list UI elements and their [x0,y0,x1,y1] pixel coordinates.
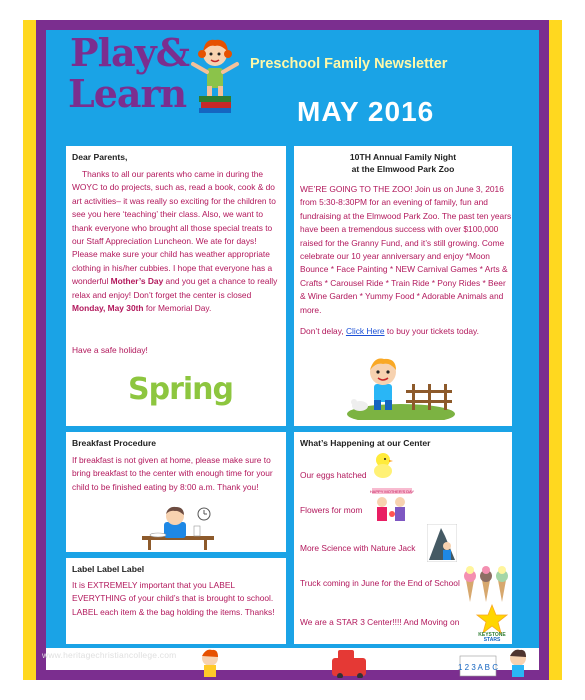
happening-item-4: Truck coming in June for the End of School [300,578,460,588]
mothers-day-illustration [368,488,416,526]
family-night-cta [300,325,479,338]
happening-item-3: More Science with Nature Jack [300,543,416,553]
badge-top-text: KEYSTONE [478,632,506,638]
dear-parents-text-3: for Memorial Day. [143,303,212,314]
watermark-text: www.heritagechristiancollege.com [42,650,177,660]
happening-panel [294,432,512,644]
newsletter-title: Preschool Family Newsletter [250,56,448,72]
dear-parents-text: Thanks to all our parents who came in during the WOYC to do projects, such as, read a book, cook & do art activities– it was really so exciting for the children to see you here ‘teaching’ their class. Also, we want to thank everyone who brought all those special treats to our Staff Appreciation Luncheon. We ate for days! Please make sure your child has weather appropriate clothing in his/her cubbies. I hope that everyone has a wonderful [72,169,276,287]
breakfast-heading: Breakfast Procedure [72,438,157,448]
label-heading: Label Label Label [72,564,145,574]
badge-bottom-text: STARS [483,637,501,642]
happening-item-2: Flowers for mom [300,505,363,515]
logo-play: Play& [70,30,190,75]
abc-blocks-text: 1 2 3 A B C [457,663,499,672]
cta-after-text: to buy your tickets today. [384,326,479,336]
label-body: It is EXTREMELY important that you LABEL EVERYTHING of your child’s that is brought to school. LABEL each item & the bag holding the items. Thanks! [72,580,275,617]
nature-jack-illustration [427,524,457,562]
chick-icon [372,450,394,478]
dear-parents-heading: Dear Parents, [72,152,128,162]
boy-at-fence-illustration [346,354,456,420]
keystone-stars-badge [474,604,510,642]
happening-item-5: We are a STAR 3 Center!!!! And Moving on [300,617,460,627]
family-night-heading-1: 10TH Annual Family Night [349,152,457,162]
click-here-link[interactable]: Click Here [345,326,385,336]
happening-heading: What’s Happening at our Center [300,438,431,448]
family-night-panel [294,146,512,426]
closure-date-bold: Monday, May 30th [72,303,144,314]
mothers-day-banner-text: HAPPY MOTHER'S DAY [369,489,415,494]
family-night-heading-2: at the Elmwood Park Zoo [351,164,455,174]
family-night-body: WE’RE GOING TO THE ZOO! Join us on June 3, 2016 from 5:30-8:30PM for an evening of family, fun and fundraising at the Elmwood Park Zoo. The past ten years have been a tremendous success with over $100,000 raised for the Granny Fund, and it’s still growing. Come celebrate our 10 year anniversary and enjoy *Moon Bounce * Face Painting * NEW Carnival Games * Arts & Crafts * Carousel Ride * Train Ride * Pony Rides * Beer & Wine Garden * Yummy Food * Adorable Animals and more. [300,184,512,315]
logo-learn: Learn [68,71,187,116]
child-eating-illustration [138,506,218,550]
breakfast-panel [66,432,286,552]
spring-word-art: Spring [128,372,233,407]
dear-parents-paragraph [72,168,282,315]
issue-date: MAY 2016 [297,96,435,127]
girl-on-books-illustration [185,34,245,114]
safe-holiday-text: Have a safe holiday! [72,345,148,355]
cta-before-text: Don’t delay, [300,326,346,336]
happening-item-1: Our eggs hatched [300,470,367,480]
dear-parents-text-2: and you get a chance to really relax and enjoy! Don’t forget the center is closed [72,276,278,300]
breakfast-body: If breakfast is not given at home, please make sure to bring breakfast to the center with enough time for your child to be finished eating by 8:00 a.m. Thank you! [72,455,273,492]
dear-parents-panel [66,146,286,426]
ice-cream-truck-illustration [460,562,510,604]
label-panel [66,558,286,644]
mothers-day-bold: Mother’s Day [110,276,164,287]
